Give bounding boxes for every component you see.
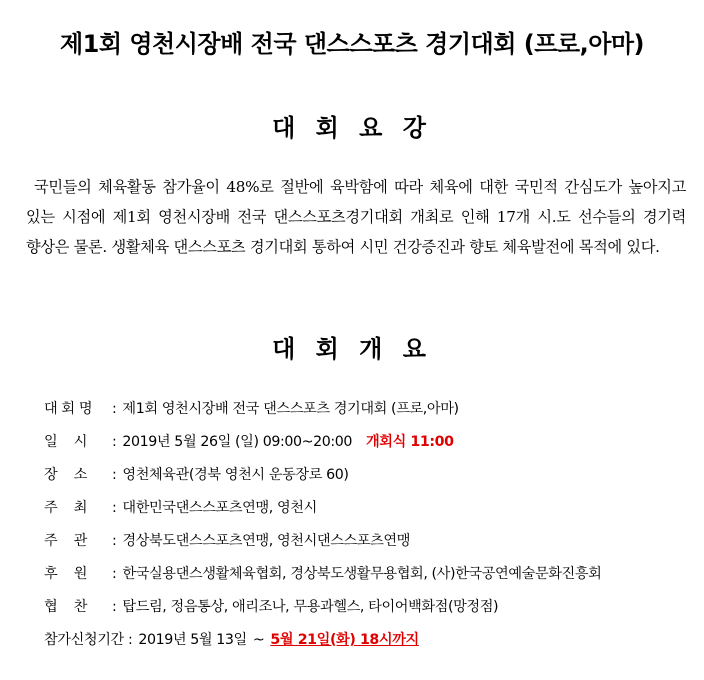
- info-value: 한국실용댄스생활체육협회, 경상북도생활무용협회, (사)한국공연예술문화진흥회: [122, 566, 602, 582]
- apply-label: 참가신청기간: [44, 632, 124, 648]
- info-row-venue: [44, 459, 694, 492]
- info-row-application-period: [44, 624, 694, 657]
- info-value: 경상북도댄스스포츠연맹, 영천시댄스스포츠연맹: [122, 533, 411, 549]
- info-row-event-name: [44, 393, 694, 426]
- label-separator: :: [112, 500, 117, 516]
- info-label: 일 시: [44, 434, 88, 450]
- info-value: 2019년 5월 26일 (일) 09:00~20:00: [122, 434, 352, 450]
- info-row-host: [44, 492, 694, 525]
- intro-paragraph: [26, 172, 686, 262]
- event-info-list: [44, 393, 694, 657]
- info-row-organizer: [44, 525, 694, 558]
- label-separator: :: [112, 467, 117, 483]
- apply-start-date: 2019년 5월 13일: [138, 632, 247, 648]
- label-separator: :: [112, 434, 117, 450]
- label-separator: :: [112, 566, 117, 582]
- apply-deadline-highlight: 5월 21일(화) 18시까지: [270, 632, 419, 648]
- section-heading-summary: 대 회 개 요: [272, 335, 432, 363]
- section-heading-overview: 대 회 요 강: [272, 114, 432, 142]
- info-value: 영천체육관(경북 영천시 운동장로 60): [122, 467, 349, 483]
- page-title: 제1회 영천시장배 전국 댄스스포츠 경기대회 (프로,아마): [59, 30, 645, 58]
- label-separator: :: [112, 599, 117, 615]
- info-value: 대한민국댄스스포츠연맹, 영천시: [122, 500, 317, 516]
- opening-ceremony-highlight: 개회식 11:00: [365, 434, 454, 450]
- info-label: 주 관: [44, 533, 88, 549]
- info-value: 탑드림, 정음통상, 애리조나, 무용과헬스, 타이어백화점(망정점): [122, 599, 499, 615]
- info-label: 후 원: [44, 566, 88, 582]
- info-label: 대 회 명: [44, 401, 93, 417]
- intro-paragraph-text: 국민들의 체육활동 참가율이 48%로 절반에 육박함에 따라 체육에 대한 국민적 간심도가 높아지고 있는 시점에 제1회 영천시장배 전국 댄스스포츠경기대회 개최로 인해 17개 시.도 선수들의 경기력 향상은 물론. 생활체육 댄스스포츠 경기대회 통하여 시민 건강증진과 향토 체육발전에 목적에 있다.: [26, 178, 686, 256]
- info-row-datetime: [44, 426, 694, 459]
- info-label: 장 소: [44, 467, 88, 483]
- label-separator: :: [123, 632, 133, 648]
- label-separator: :: [112, 401, 117, 417]
- info-label: 주 최: [44, 500, 88, 516]
- info-row-sponsor: [44, 558, 694, 591]
- info-label: 협 찬: [44, 599, 88, 615]
- info-value: 제1회 영천시장배 전국 댄스스포츠 경기대회 (프로,아마): [122, 401, 459, 417]
- label-separator: :: [112, 533, 117, 549]
- apply-tilde: ~: [252, 632, 265, 648]
- info-row-support: [44, 591, 694, 624]
